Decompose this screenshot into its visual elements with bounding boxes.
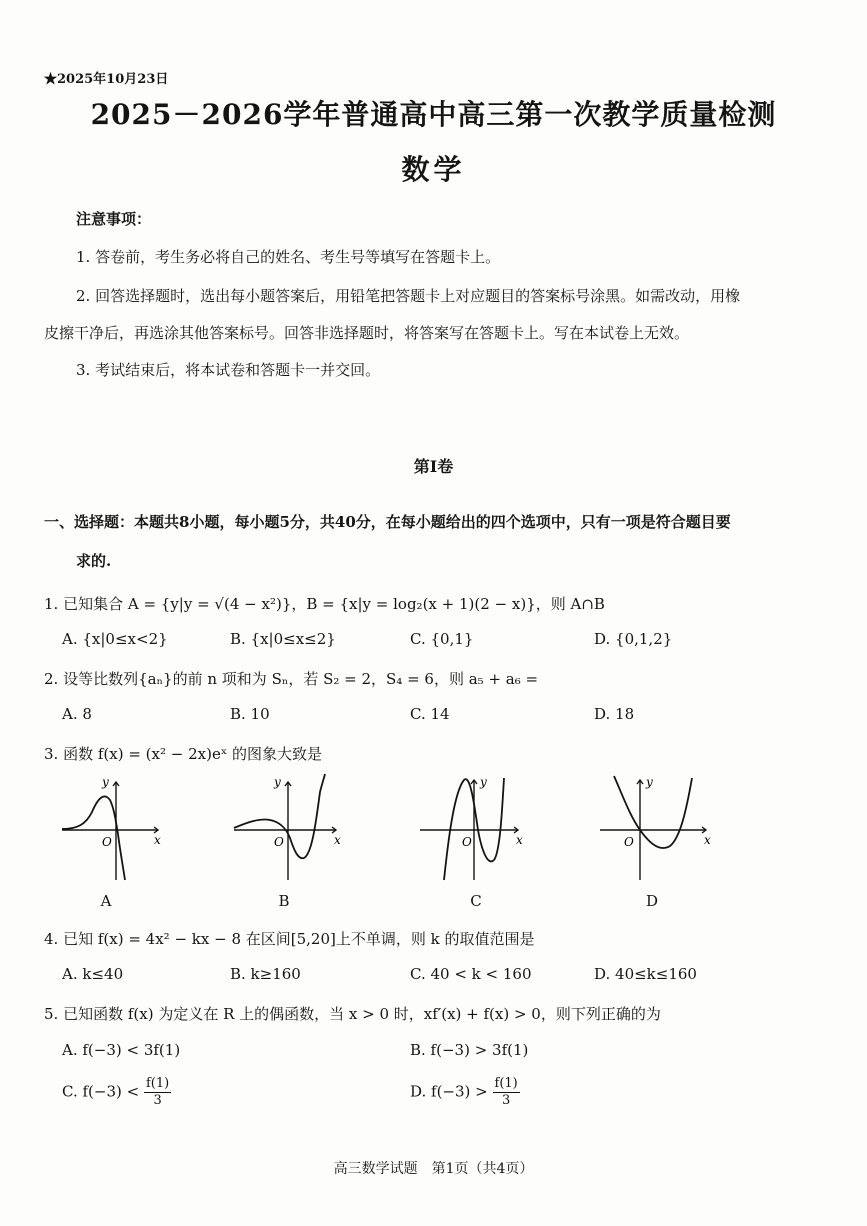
graph-d-origin: O xyxy=(624,835,634,849)
graph-d xyxy=(596,772,716,882)
graph-c-x-label: x xyxy=(516,833,523,847)
question-1-option-b: B. {x|0≤x≤2} xyxy=(230,630,336,648)
graph-b-origin: O xyxy=(274,835,284,849)
section-instruction-line-2: 求的. xyxy=(76,552,112,570)
question-2-option-b: B. 10 xyxy=(230,705,270,723)
graph-c-origin: O xyxy=(462,835,472,849)
question-3-stem: 3. 函数 f(x) = (x² − 2x)eˣ 的图象大致是 xyxy=(44,745,322,763)
graph-c xyxy=(416,772,526,882)
question-5-option-b: B. f(−3) > 3f(1) xyxy=(410,1041,529,1059)
fraction-denominator: 3 xyxy=(501,1093,511,1108)
question-1-stem: 1. 已知集合 A = {y|y = √(4 − x²)}，B = {x|y = log₂(x + 1)(2 − x)}，则 A∩B xyxy=(44,595,605,613)
graph-c-caption: C xyxy=(470,892,482,910)
question-5-option-d xyxy=(410,1076,520,1109)
question-4-option-b: B. k≥160 xyxy=(230,965,301,983)
fraction-numerator: f(1) xyxy=(145,1076,170,1091)
graph-a-y-label: y xyxy=(102,775,109,789)
graph-a-origin: O xyxy=(102,835,112,849)
question-2-stem: 2. 设等比数列{aₙ}的前 n 项和为 Sₙ，若 S₂ = 2，S₄ = 6，则 a₅ + a₆ = xyxy=(44,670,539,688)
question-5-option-c-fraction xyxy=(144,1076,171,1109)
graph-b-x-label: x xyxy=(334,833,341,847)
question-4-option-a: A. k≤40 xyxy=(62,965,124,983)
graph-d-caption: D xyxy=(645,892,659,910)
question-5-option-d-prefix: D. f(−3) > xyxy=(410,1082,488,1101)
graph-a-x-label: x xyxy=(154,833,161,847)
notice-item-2-line-2: 皮擦干净后，再选涂其他答案标号。回答非选择题时，将答案写在答题卡上。写在本试卷上无效。 xyxy=(44,324,690,342)
question-5-stem: 5. 已知函数 f(x) 为定义在 R 上的偶函数，当 x > 0 时，xf′(x) + f(x) > 0，则下列正确的为 xyxy=(44,1005,661,1023)
question-4-option-c: C. 40 < k < 160 xyxy=(410,965,532,983)
question-4-option-d: D. 40≤k≤160 xyxy=(594,965,697,983)
exam-date: ★2025年10月23日 xyxy=(44,72,169,87)
section-title: 第Ⅰ卷 xyxy=(413,457,454,476)
question-1-option-a: A. {x|0≤x<2} xyxy=(62,630,168,648)
graph-d-x-label: x xyxy=(704,833,711,847)
graph-b-caption: B xyxy=(278,892,290,910)
exam-subject: 数学 xyxy=(401,153,466,186)
exam-title: 2025－2026学年普通高中高三第一次教学质量检测 xyxy=(90,98,777,131)
question-4-stem: 4. 已知 f(x) = 4x² − kx − 8 在区间[5,20]上不单调，则 k 的取值范围是 xyxy=(44,930,535,948)
notice-item-1: 1. 答卷前，考生务必将自己的姓名、考生号等填写在答题卡上。 xyxy=(76,248,501,266)
notice-title: 注意事项： xyxy=(76,210,152,228)
question-2-option-c: C. 14 xyxy=(410,705,450,723)
graph-b xyxy=(230,772,350,882)
question-5-option-d-fraction xyxy=(493,1076,520,1109)
question-2-option-d: D. 18 xyxy=(594,705,635,723)
question-1-option-c: C. {0,1} xyxy=(410,630,474,648)
graph-b-y-label: y xyxy=(274,775,281,789)
notice-item-3: 3. 考试结束后，将本试卷和答题卡一并交回。 xyxy=(76,361,381,379)
graph-a-caption: A xyxy=(100,892,112,910)
notice-item-2-line-1: 2. 回答选择题时，选出每小题答案后，用铅笔把答题卡上对应题目的答案标号涂黑。如需改动，用橡 xyxy=(76,287,741,305)
section-instruction-line-1: 一、选择题：本题共8小题，每小题5分，共40分，在每小题给出的四个选项中，只有一项是符合题目要 xyxy=(44,513,731,531)
graph-c-y-label: y xyxy=(480,775,487,789)
graph-a xyxy=(58,772,168,882)
question-1-option-d: D. {0,1,2} xyxy=(594,630,673,648)
fraction-numerator: f(1) xyxy=(494,1076,518,1091)
question-2-option-a: A. 8 xyxy=(62,705,92,723)
question-5-option-c-prefix: C. f(−3) < xyxy=(62,1082,140,1101)
question-5-option-a: A. f(−3) < 3f(1) xyxy=(62,1041,181,1059)
page-footer: 高三数学试题 第1页（共4页） xyxy=(333,1161,534,1177)
fraction-denominator: 3 xyxy=(153,1093,162,1108)
question-5-option-c xyxy=(62,1076,171,1109)
graph-d-y-label: y xyxy=(646,775,653,789)
